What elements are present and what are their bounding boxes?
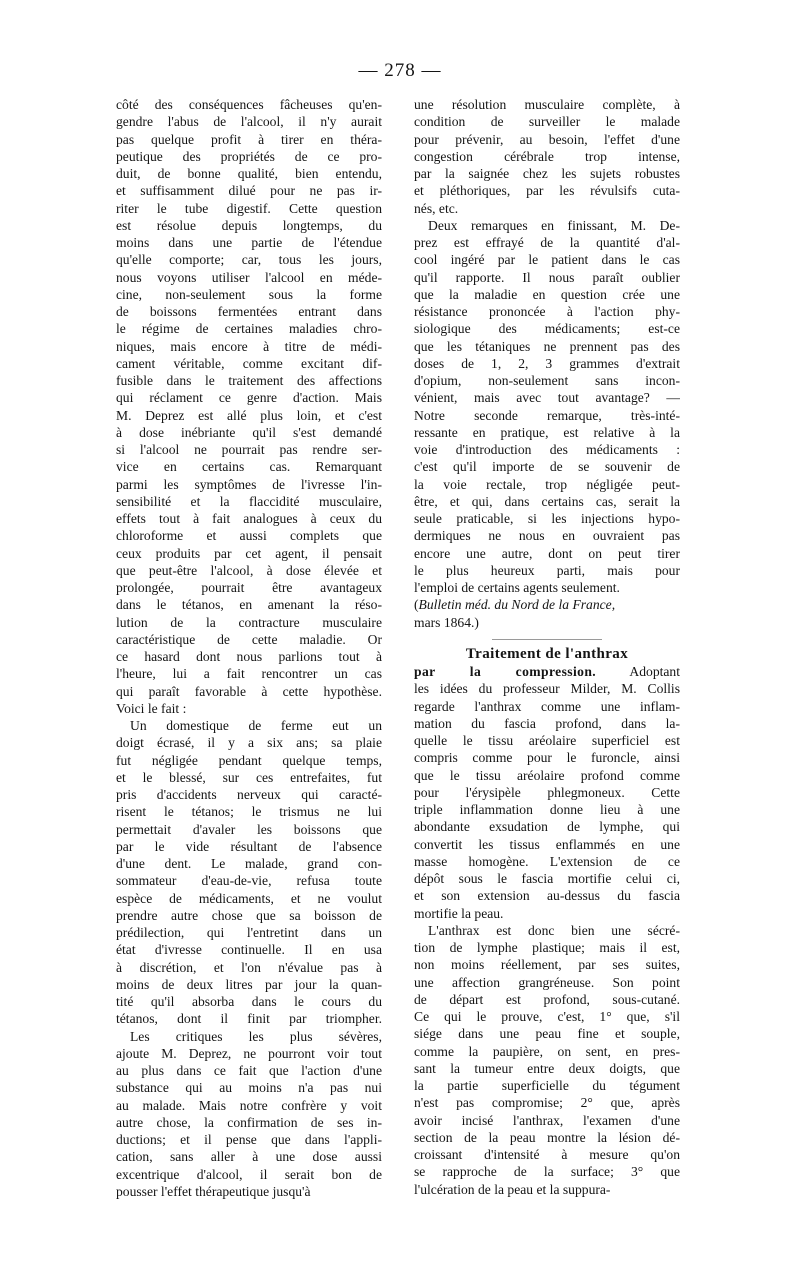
text-line: et le blessé, sur ces entrefaites, fut	[116, 769, 382, 785]
text-line: vice en certains cas. Remarquant	[116, 459, 382, 475]
text-line: ceux produits par cet agent, il pensait	[116, 545, 382, 561]
text-line: qui paraît favorable à cette hypothèse.	[116, 683, 382, 699]
text-line: pour l'érysipèle phlegmoneux. Cette	[414, 784, 680, 800]
text-line: que le tissu aréolaire profond comme	[414, 767, 680, 783]
section-heading: Traitement de l'anthrax	[465, 645, 629, 662]
text-line: cation, sans aller à une dose aussi	[116, 1149, 382, 1165]
text-line: l'heure, lui a fait rencontrer un cas	[116, 666, 382, 682]
text-line: le plus heureux parti, mais pour	[414, 562, 680, 578]
text-line: l'emploi de certains agents seulement.	[414, 580, 620, 595]
text-line: lution de la contracture musculaire	[116, 614, 382, 630]
text-line: la voie rectale, trop négligée peut-	[414, 476, 680, 492]
text-line: voie d'introduction des médicaments :	[414, 442, 680, 457]
text-line: au plus dans ce fait que l'action d'une	[116, 1063, 382, 1078]
text-line: congestion cérébrale trop intense,	[414, 148, 680, 164]
section-separator	[492, 639, 602, 640]
right-column	[414, 96, 680, 1198]
text-line: cool ingéré par le patient dans le cas	[414, 252, 680, 268]
text-line: Deux remarques en finissant, M. De-	[428, 217, 680, 233]
page-number: — 278 —	[358, 60, 442, 81]
text-line: que la maladie en question crée une	[414, 286, 680, 302]
text-line: sommateur d'eau-de-vie, refusa toute	[116, 873, 382, 889]
left-column	[116, 96, 382, 1200]
text-line: espèce de médicaments, et ne voulut	[116, 890, 382, 906]
text-line: de boissons fermentées entrant dans	[116, 304, 382, 319]
text-line: être, et qui, dans certains cas, serait la	[414, 493, 680, 509]
text-line: permettait d'avaler les boissons que	[116, 821, 382, 837]
text-line: pousser l'effet thérapeutique jusqu'à	[116, 1183, 311, 1199]
text-line: doses de 1, 2, 3 grammes d'extrait	[414, 355, 680, 371]
text-line: la partie superficielle du tégument	[414, 1078, 680, 1093]
text-line: comme la paupière, on sent, en pres-	[414, 1043, 680, 1059]
text-line: ressante en pratique, est relative à la	[414, 424, 680, 440]
text-line: Un domestique de ferme eut un	[130, 718, 382, 733]
text-line: substance qui au moins n'a pas nui	[116, 1080, 382, 1096]
text-line: autre chose, la confirmation de ses in-	[116, 1114, 382, 1130]
citation-journal: Bulletin méd. du Nord de la France,	[418, 597, 616, 613]
text-line: d'opium, non-seulement sans incon-	[414, 373, 680, 388]
text-line: L'anthrax est donc bien une sécré-	[428, 922, 680, 938]
text-line: encore une autre, dont on peut tirer	[414, 545, 680, 561]
text-line: pris d'accidents nerveux qui caracté-	[116, 787, 382, 802]
text-line: sensibilité et la flaccidité musculaire,	[116, 493, 382, 509]
text-line: est résolue depuis longtemps, du	[116, 217, 382, 233]
text-line: c'est qu'il importe de se souvenir de	[414, 459, 680, 475]
text-line: Notre seconde remarque, très-inté-	[414, 407, 680, 423]
text-line: à discrétion, et l'on n'évalue pas à	[116, 959, 382, 975]
text-line: condition de surveiller le malade	[414, 114, 680, 130]
text-line: risent le tétanos; le trismus ne lui	[116, 804, 382, 820]
text-line: pour prévenir, au besoin, l'effet d'une	[414, 131, 680, 147]
text-line: que peut-être l'alcool, à dose élevée et	[116, 562, 382, 578]
text-line: dépôt sous le fascia mortifie celui ci,	[414, 871, 680, 886]
text-line: compris comme pour le furoncle, ainsi	[414, 750, 680, 766]
text-line: Les critiques les plus sévères,	[130, 1028, 382, 1044]
text-line: d'une dent. Le malade, grand con-	[116, 856, 382, 871]
text-line: section de la peau montre la lésion dé-	[414, 1129, 680, 1145]
text-line: doigt écrasé, il y a six ans; sa plaie	[116, 735, 382, 751]
text-line: qui réclament ce genre d'action. Mais	[116, 390, 382, 406]
text-line: par la saignée chez les sujets robustes	[414, 166, 680, 181]
text-line: regarde l'anthrax comme une inflam-	[414, 698, 680, 714]
text-line: et son extension au-dessus du fascia	[414, 888, 680, 904]
text-line: si l'alcool ne pourrait pas rendre ser-	[116, 442, 382, 457]
text-line: et pléthoriques, par les révulsifs cuta-	[414, 183, 680, 199]
section-heading-continuation: par la compression.	[414, 664, 597, 679]
citation-line	[414, 596, 680, 613]
text-line: que les tétaniques ne prennent pas des	[414, 338, 680, 354]
text-line: à dose inébriante qu'il s'est demandé	[116, 424, 382, 440]
text-line: une résolution musculaire complète, à	[414, 97, 680, 112]
section-heading-line2	[414, 663, 680, 680]
text-line: parmi les symptômes de l'ivresse l'in-	[116, 476, 382, 492]
text-line: ajoute M. Deprez, ne pourront voir tout	[116, 1045, 382, 1061]
text-line: avoir incisé l'anthrax, l'examen d'une	[414, 1112, 680, 1128]
text-line: mation du fascia profond, dans la-	[414, 715, 680, 731]
text-line: nous voyons utiliser l'alcool en méde-	[116, 269, 382, 285]
section-first-words: Adoptant	[596, 664, 680, 679]
text-line: effets tout à fait analogues à ceux du	[116, 511, 382, 526]
text-line: nés, etc.	[414, 200, 459, 216]
text-line: au malade. Mais notre confrère y voit	[116, 1097, 382, 1113]
text-line: Ce qui le prouve, c'est, 1° que, s'il	[414, 1009, 680, 1024]
text-line: tétanos, dont il finit par triompher.	[116, 1011, 382, 1027]
text-line: masse homogène. L'extension de ce	[414, 853, 680, 869]
text-line: l'ulcération de la peau et la suppura-	[414, 1181, 611, 1197]
text-line: mortifie la peau.	[414, 905, 504, 921]
text-line: Voici le fait :	[116, 700, 187, 716]
text-line: par le vide résultant de l'absence	[116, 838, 382, 854]
text-line: M. Deprez est allé plus loin, et c'est	[116, 407, 382, 423]
text-line: les idées du professeur Milder, M. Collis	[414, 681, 680, 697]
text-line: fusible dans le traitement des affections	[116, 373, 382, 388]
text-line: triple inflammation donne lieu à une	[414, 802, 680, 817]
text-line: ce hasard dont nous parlions tout à	[116, 649, 382, 664]
text-line: prédilection, qui l'entretint dans un	[116, 925, 382, 940]
text-line: siologique des médicaments; est-ce	[414, 321, 680, 337]
text-line: gendre l'abus de l'alcool, il n'y aurait	[116, 114, 382, 130]
text-line: moins de deux litres par jour la quan-	[116, 976, 382, 992]
text-line: se rapproche de la surface; 3° que	[414, 1164, 680, 1180]
text-line: résistance prononcée à l'action phy-	[414, 304, 680, 319]
citation-date: mars 1864.)	[414, 614, 479, 630]
text-line: état d'ivresse continuelle. Il en usa	[116, 942, 382, 958]
text-line: duit, de bonne qualité, bien entendu,	[116, 166, 382, 181]
text-line: niques, mais encore à titre de médi-	[116, 338, 382, 354]
text-line: cament véritable, comme excitant dif-	[116, 355, 382, 371]
text-line: fut négligée pendant quelque temps,	[116, 752, 382, 768]
text-line: cine, non-seulement sous la forme	[116, 286, 382, 302]
text-line: non moins réellement, par ses suites,	[414, 957, 680, 973]
text-line: vénient, mais avec tout avantage? —	[414, 390, 680, 406]
text-line: riter le tube digestif. Cette question	[116, 200, 382, 216]
text-line: excentrique d'alcool, il serait bon de	[116, 1166, 382, 1182]
text-line: moins dans une partie de l'étendue	[116, 235, 382, 250]
text-line: croissant d'intensité à mesure qu'on	[414, 1147, 680, 1162]
text-line: qu'il rapporte. Il nous paraît oublier	[414, 269, 680, 285]
text-line: siége dans une peau fine et souple,	[414, 1026, 680, 1042]
text-line: une affection grangréneuse. Son point	[414, 974, 680, 990]
text-line: n'est pas compromise; 2° que, après	[414, 1095, 680, 1111]
text-line: prendre autre chose que sa boisson de	[116, 907, 382, 923]
text-line: et suffisamment dilué pour ne pas ir-	[116, 183, 382, 199]
text-line: tité qu'il absorba dans le cours du	[116, 994, 382, 1009]
text-line: sant la tumeur entre deux doigts, que	[414, 1060, 680, 1076]
text-line: dermiques ne nous en ouvraient pas	[414, 528, 680, 544]
text-line: de départ est profond, sous-cutané.	[414, 991, 680, 1007]
text-line: prez est effrayé de la quantité d'al-	[414, 235, 680, 250]
text-line: prolongée, pourrait être avantageux	[116, 580, 382, 595]
text-line: pas quelque profit à tirer en théra-	[116, 131, 382, 147]
citation-open: (	[414, 597, 419, 613]
text-line: quelle le tissu aréolaire superficiel est	[414, 733, 680, 748]
text-line: dans le tétanos, en amenant la réso-	[116, 597, 382, 613]
text-line: caractéristique de cette maladie. Or	[116, 631, 382, 647]
text-line: qu'elle comporte; car, tous les jours,	[116, 252, 382, 268]
text-line: peutique des propriétés de ce pro-	[116, 148, 382, 164]
text-line: tion de lymphe plastique; mais il est,	[414, 940, 680, 955]
text-line: abondante exsudation de lymphe, qui	[414, 819, 680, 835]
text-line: côté des conséquences fâcheuses qu'en-	[116, 97, 382, 112]
text-line: convertit les tissus enflammés en une	[414, 836, 680, 852]
text-line: ductions; et il pense que dans l'appli-	[116, 1132, 382, 1147]
text-line: le régime de certaines maladies chro-	[116, 321, 382, 337]
text-line: seule praticable, si les injections hypo-	[414, 511, 680, 526]
text-line: chloroforme et aussi complets que	[116, 528, 382, 544]
